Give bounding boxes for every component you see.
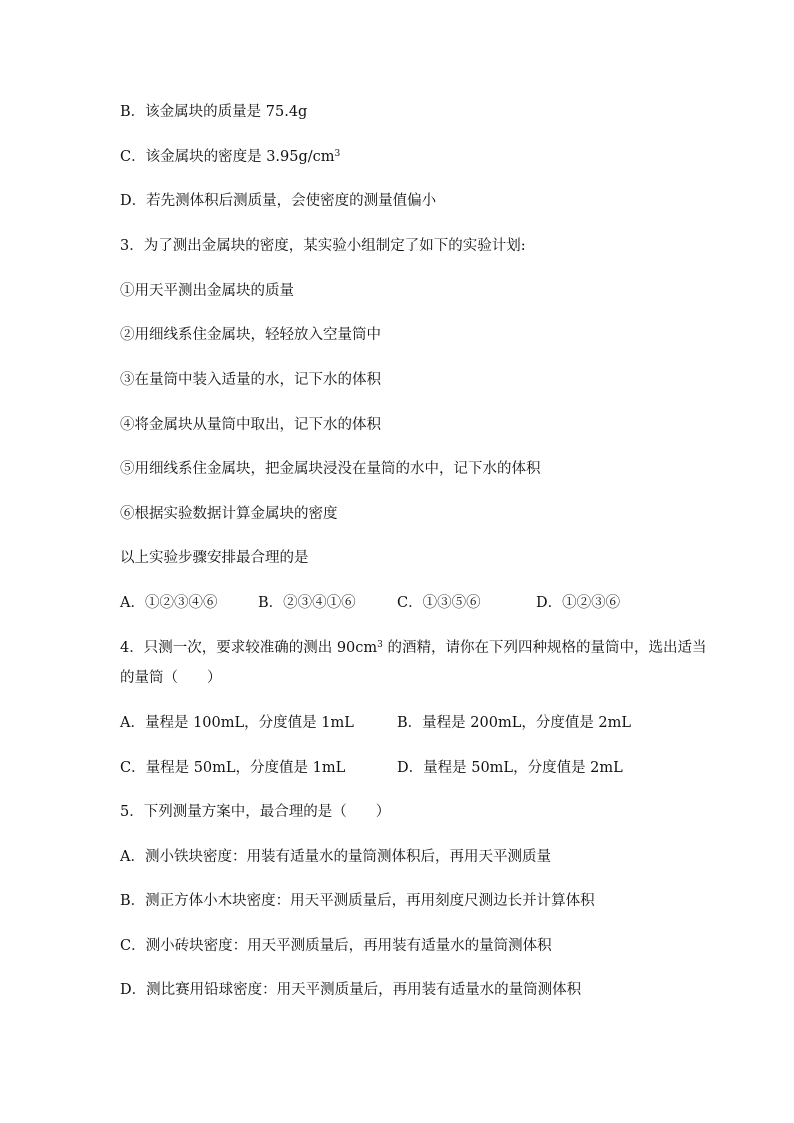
superscript-3: 3 [377,640,383,650]
question-4-option-b: B．量程是 200mL，分度值是 2mL [397,715,632,731]
question-4-option-c: C．量程是 50mL，分度值是 1mL [120,760,346,776]
question-3-step-5: ⑤用细线系住金属块，把金属块浸没在量筒的水中，记下水的体积 [120,461,541,477]
question-4-stem [120,638,707,658]
question-2-option-c [120,147,340,167]
question-3-option-d: D．①②③⑥ [536,595,621,611]
question-3-step-6: ⑥根据实验数据计算金属块的密度 [120,506,338,522]
question-4-option-a: A．量程是 100mL，分度值是 1mL [120,715,354,731]
option-c-text: C．该金属块的密度是 3.95g/cm [120,149,335,165]
question-3-stem: 3．为了测出金属块的密度，某实验小组制定了如下的实验计划: [120,238,526,254]
question-4-stem-continued: 的量筒（ ） [120,670,222,686]
question-3-option-a: A．①②③④⑥ [120,595,218,611]
question-3-step-3: ③在量筒中装入适量的水，记下水的体积 [120,372,381,388]
question-3-option-b: B．②③④①⑥ [258,595,356,611]
question-3-step-2: ②用细线系住金属块，轻轻放入空量筒中 [120,327,381,343]
question-3-ask: 以上实验步骤安排最合理的是 [120,550,309,566]
superscript-3: 3 [334,149,341,159]
question-2-option-b: B．该金属块的质量是 75.4g [120,104,308,120]
question-3-step-1: ①用天平测出金属块的质量 [120,283,294,299]
stem-part-1: 4．只测一次，要求较准确的测出 90cm [120,640,378,656]
stem-part-2: 的酒精，请你在下列四种规格的量筒中，选出适当 [382,640,707,656]
question-5-option-a: A．测小铁块密度：用装有适量水的量筒测体积后，再用天平测质量 [120,849,551,865]
question-3-option-c: C．①③⑤⑥ [397,595,481,611]
question-3-step-4: ④将金属块从量筒中取出，记下水的体积 [120,417,381,433]
question-5-option-d: D．测比赛用铅球密度：用天平测质量后，再用装有适量水的量筒测体积 [120,982,582,998]
question-5-option-b: B．测正方体小木块密度：用天平测质量后，再用刻度尺测边长并计算体积 [120,893,595,909]
question-2-option-d: D．若先测体积后测质量，会使密度的测量值偏小 [120,193,437,209]
question-4-option-d: D．量程是 50mL，分度值是 2mL [397,760,623,776]
question-5-stem: 5．下列测量方案中，最合理的是（ ） [120,804,391,820]
question-5-option-c: C．测小砖块密度：用天平测质量后，再用装有适量水的量筒测体积 [120,938,552,954]
